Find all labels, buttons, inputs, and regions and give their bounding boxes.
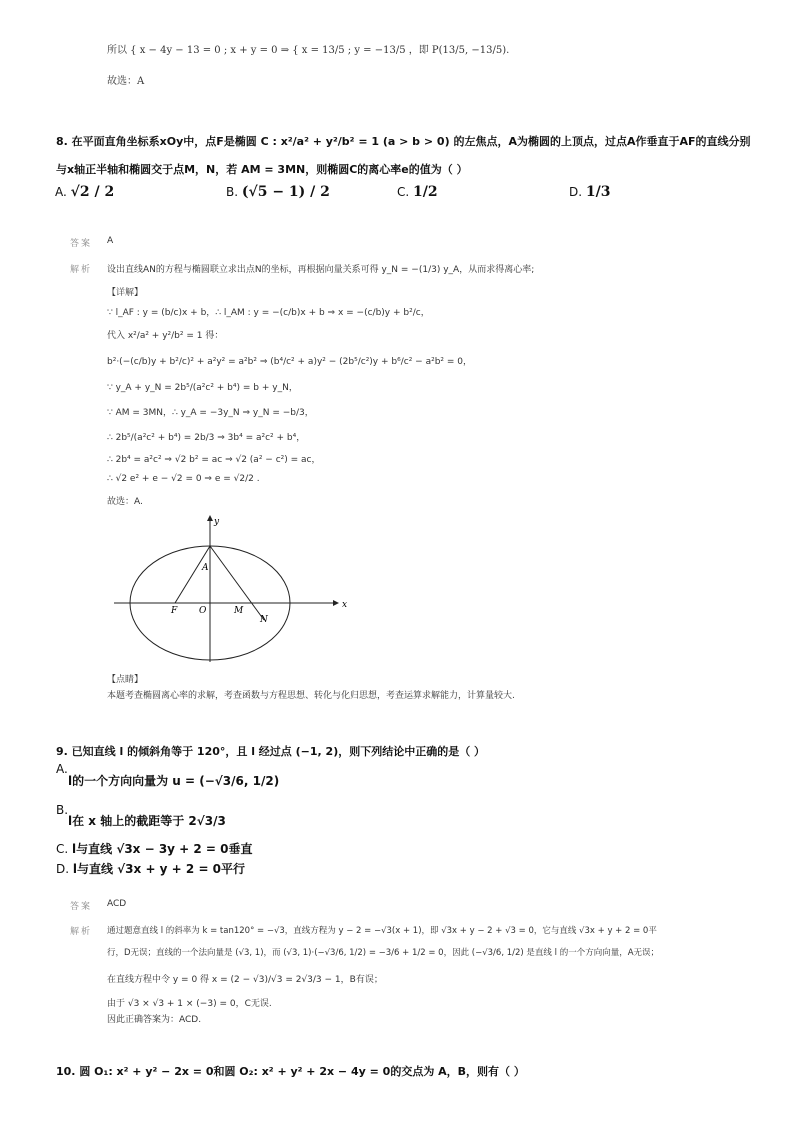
q9-option-c — [56, 840, 253, 857]
q8-comment: 本题考查椭圆离心率的求解，考查函数与方程思想、转化与化归思想，考查运算求解能力，计算量较大. — [107, 691, 515, 701]
q9-analysis-line: 通过题意直线 l 的斜率为 k = tan120° = −√3，直线方程为 y − 2 = −√3(x + 1)，即 √3x + y − 2 + √3 = 0，它与直线 √3x + y + 2 = 0平 — [107, 926, 657, 936]
option-label: A. — [55, 185, 67, 199]
q9-answer: ACD — [107, 899, 127, 909]
q8-option-b — [226, 184, 330, 200]
option-label: C. — [56, 842, 69, 856]
label-x: x — [342, 600, 348, 610]
q9-analysis-line: 由于 √3 × √3 + 1 × (−3) = 0，C无误. — [107, 999, 272, 1009]
q9-analysis-line: 行，D无误；直线的一个法向量是 (√3, 1)，而 (√3, 1)·(−√3/6, 1/2) = −3/6 + 1/2 = 0，因此 (−√3/6, 1/2) 是直线 l 的一个方向向量，A无误； — [107, 948, 660, 958]
option-value: √2 / 2 — [70, 184, 115, 200]
label-m: M — [234, 606, 244, 616]
option-label: C. — [397, 185, 410, 199]
option-label: B. — [226, 185, 239, 199]
option-value: 1/3 — [585, 184, 611, 200]
prev-solution-line: 所以 { x − 4y − 13 = 0 ; x + y = 0 ⇒ { x = 13/5 ; y = −13/5 ，即 P(13/5, −13/5). — [107, 45, 510, 56]
label-a: A — [202, 563, 209, 573]
q8-analysis-line: 代入 x²/a² + y²/b² = 1 得： — [107, 331, 224, 341]
q8-analysis-line: ∵ y_A + y_N = 2b⁵/(a²c² + b⁴) = b + y_N， — [107, 383, 298, 393]
q8-analysis-line: ∵ AM = 3MN，∴ y_A = −3y_N ⇒ y_N = −b/3， — [107, 408, 314, 418]
option-value: l与直线 √3x + y + 2 = 0平行 — [72, 862, 246, 876]
q8-analysis-line: ∴ 2b⁵/(a²c² + b⁴) = 2b/3 ⇒ 3b⁴ = a²c² + b⁴， — [107, 433, 306, 443]
option-label: D. — [56, 862, 70, 876]
q8-option-d — [569, 184, 611, 200]
q8-answer: A — [107, 236, 114, 246]
label-f: F — [171, 606, 178, 616]
q9-option-d — [56, 860, 245, 877]
q9-analysis-line: 在直线方程中令 y = 0 得 x = (2 − √3)/√3 = 2√3/3 − 1，B有误； — [107, 975, 383, 985]
q10-stem: 10. 圆 O₁: x² + y² − 2x = 0和圆 O₂: x² + y² + 2x − 4y = 0的交点为 A，B，则有（ ） — [56, 1065, 525, 1078]
label-y: y — [214, 517, 220, 527]
q8-option-c — [397, 184, 438, 200]
q9-answer-label: 答案 — [70, 902, 93, 912]
q8-comment-title: 【点睛】 — [107, 675, 144, 685]
q9-analysis-line: 因此正确答案为：ACD. — [107, 1015, 202, 1025]
q9-analysis-label: 解析 — [70, 927, 93, 937]
q8-stem-line2: 与x轴正半轴和椭圆交于点M，N，若 AM = 3MN，则椭圆C的离心率e的值为（ ） — [56, 163, 468, 176]
q9-option-b: l在 x 轴上的截距等于 2√3/3 — [68, 814, 226, 828]
q8-analysis-line: ∵ l_AF : y = (b/c)x + b，∴ l_AM : y = −(c/b)x + b ⇒ x = −(c/b)y + b²/c， — [107, 308, 430, 318]
prev-answer-line: 故选：A — [107, 76, 145, 87]
q8-analysis-line: ∴ 2b⁴ = a²c² ⇒ √2 b² = ac ⇒ √2 (a² − c²) = ac， — [107, 455, 321, 465]
q8-analysis-line: b²·(−(c/b)y + b²/c)² + a²y² = a²b² ⇒ (b⁴/c² + a)y² − (2b⁵/c²)y + b⁶/c² − a²b² = 0， — [107, 357, 473, 367]
option-value: (√5 − 1) / 2 — [241, 184, 330, 200]
ellipse-figure — [110, 512, 350, 664]
q8-analysis-line: 故选：A. — [107, 497, 143, 507]
q8-analysis-line: 【详解】 — [107, 288, 144, 298]
option-value: l与直线 √3x − 3y + 2 = 0垂直 — [72, 842, 253, 856]
option-label: D. — [569, 185, 583, 199]
q8-analysis-line: 设出直线AN的方程与椭圆联立求出点N的坐标，再根据向量关系可得 y_N = −(1/3) y_A，从而求得离心率; — [107, 265, 535, 275]
q8-analysis-label: 解析 — [70, 265, 93, 275]
q8-option-a — [55, 184, 114, 200]
q8-answer-label: 答案 — [70, 239, 93, 249]
q8-analysis-line: ∴ √2 e² + e − √2 = 0 ⇒ e = √2/2 . — [107, 474, 260, 484]
label-n: N — [260, 615, 268, 625]
q9-option-a-label: A. — [56, 762, 68, 776]
q9-stem: 9. 已知直线 l 的倾斜角等于 120°，且 l 经过点 (−1, 2)，则下列结论中正确的是（ ） — [56, 745, 486, 758]
segment-af — [175, 546, 210, 603]
q9-option-b-label: B. — [56, 803, 69, 817]
q8-stem-line1: 8. 在平面直角坐标系xOy中，点F是椭圆 C : x²/a² + y²/b² = 1 (a > b > 0) 的左焦点，A为椭圆的上顶点，过点A作垂直于AF的直线分别 — [56, 135, 751, 148]
label-o: O — [199, 606, 207, 616]
q9-option-a: l的一个方向向量为 u = (−√3/6, 1/2) — [68, 774, 280, 788]
option-value: 1/2 — [413, 184, 438, 200]
